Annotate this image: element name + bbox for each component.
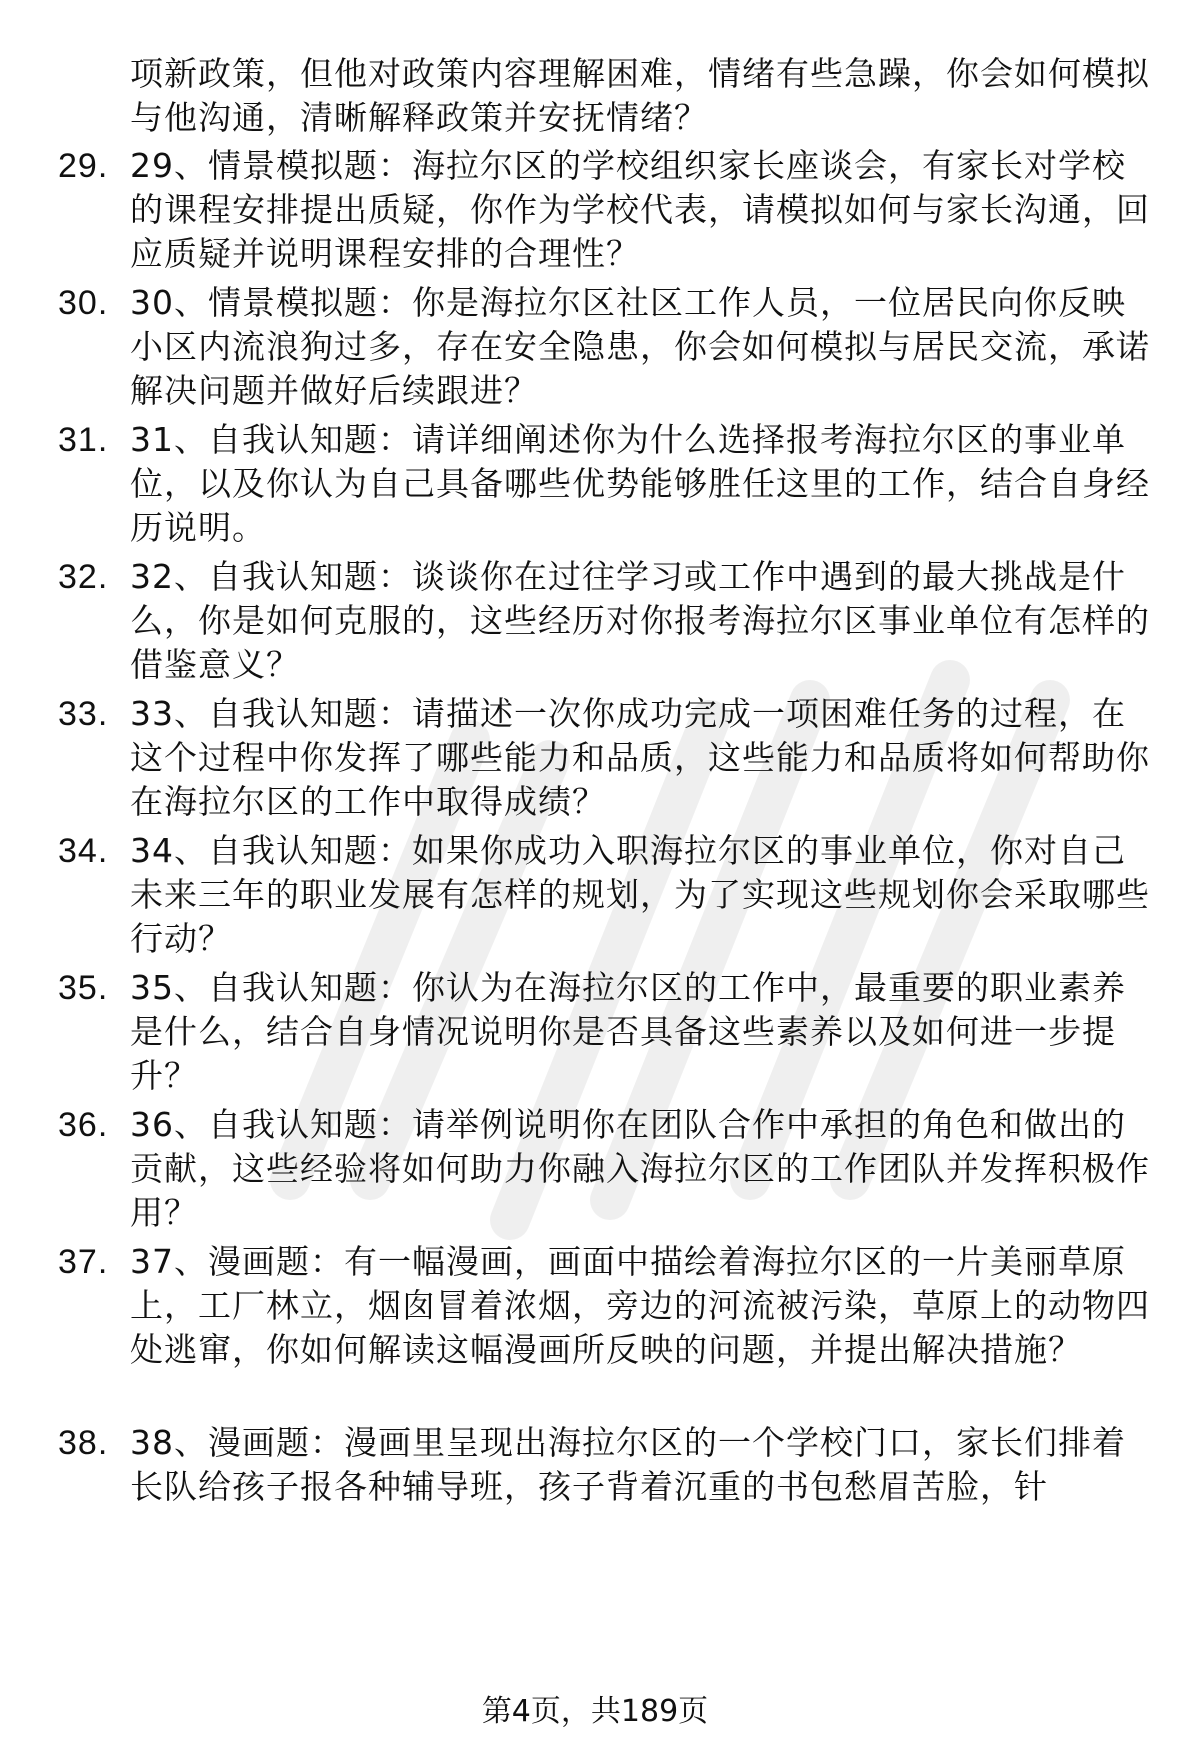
list-item [58, 1240, 1150, 1372]
list-item [58, 1421, 1150, 1509]
list-item [58, 829, 1150, 961]
list-item [58, 418, 1150, 550]
continued-question-text: 项新政策，但他对政策内容理解困难，情绪有些急躁，你会如何模拟与他沟通，清晰解释政策并安抚情绪？ [130, 54, 1150, 137]
item-number: 35. [58, 969, 109, 1007]
list-item [58, 555, 1150, 687]
item-number: 37. [58, 1243, 109, 1281]
list-item [58, 144, 1150, 276]
item-number: 38. [58, 1424, 109, 1462]
item-number: 34. [58, 832, 109, 870]
list-item [58, 1103, 1150, 1235]
item-number: 29. [58, 147, 109, 185]
item-text: 35、自我认知题：你认为在海拉尔区的工作中，最重要的职业素养是什么，结合自身情况说明你是否具备这些素养以及如何进一步提升？ [130, 968, 1126, 1095]
item-text: 36、自我认知题：请举例说明你在团队合作中承担的角色和做出的贡献，这些经验将如何助力你融入海拉尔区的工作团队并发挥积极作用？ [130, 1105, 1150, 1232]
item-text: 38、漫画题：漫画里呈现出海拉尔区的一个学校门口，家长们排着长队给孩子报各种辅导班，孩子背着沉重的书包愁眉苦脸，针 [130, 1423, 1126, 1506]
item-text: 37、漫画题：有一幅漫画，画面中描绘着海拉尔区的一片美丽草原上，工厂林立，烟囱冒着浓烟，旁边的河流被污染，草原上的动物四处逃窜，你如何解读这幅漫画所反映的问题，并提出解决措施？ [130, 1242, 1150, 1369]
item-text: 29、情景模拟题：海拉尔区的学校组织家长座谈会，有家长对学校的课程安排提出质疑，你作为学校代表，请模拟如何与家长沟通，回应质疑并说明课程安排的合理性？ [130, 146, 1150, 273]
item-number: 36. [58, 1106, 109, 1144]
item-number: 32. [58, 558, 109, 596]
item-text: 31、自我认知题：请详细阐述你为什么选择报考海拉尔区的事业单位，以及你认为自己具备哪些优势能够胜任这里的工作，结合自身经历说明。 [130, 420, 1150, 547]
item-text: 34、自我认知题：如果你成功入职海拉尔区的事业单位，你对自己未来三年的职业发展有怎样的规划，为了实现这些规划你会采取哪些行动？ [130, 831, 1150, 958]
item-number: 33. [58, 695, 109, 733]
list-item [58, 692, 1150, 824]
item-text: 33、自我认知题：请描述一次你成功完成一项困难任务的过程，在这个过程中你发挥了哪些能力和品质，这些能力和品质将如何帮助你在海拉尔区的工作中取得成绩？ [130, 694, 1150, 821]
item-number: 31. [58, 421, 109, 459]
list-item [58, 281, 1150, 413]
page-number-footer: 第4页，共189页 [481, 1694, 709, 1729]
list-item [58, 966, 1150, 1098]
item-number: 30. [58, 284, 109, 322]
item-text: 32、自我认知题：谈谈你在过往学习或工作中遇到的最大挑战是什么，你是如何克服的，这些经历对你报考海拉尔区事业单位有怎样的借鉴意义？ [130, 557, 1150, 684]
item-text: 30、情景模拟题：你是海拉尔区社区工作人员，一位居民向你反映小区内流浪狗过多，存在安全隐患，你会如何模拟与居民交流，承诺解决问题并做好后续跟进？ [130, 283, 1150, 410]
